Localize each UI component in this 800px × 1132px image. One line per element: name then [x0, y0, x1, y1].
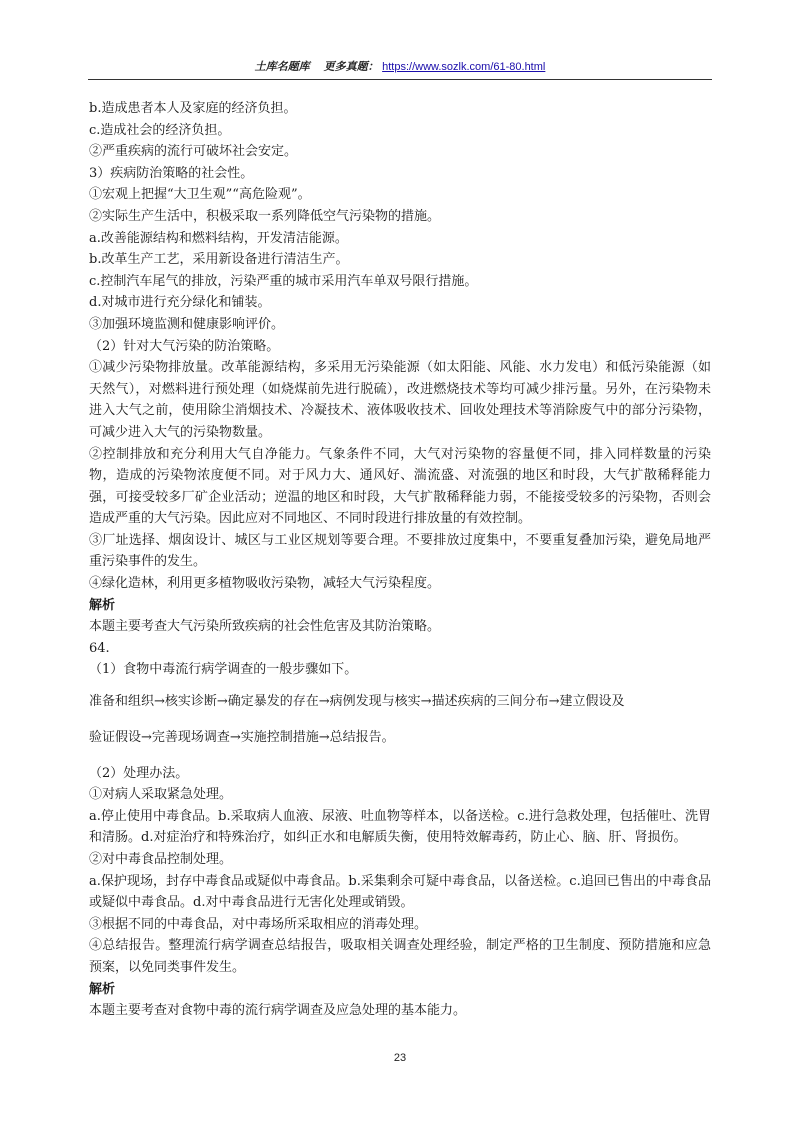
text-line: 3）疾病防治策略的社会性。 — [89, 165, 254, 181]
paragraph: a.保护现场，封存中毒食品或疑似中毒食品。b.采集剩余可疑中毒食品，以备送检。c.追回已售出的中毒食品或疑似中毒食品。d.对中毒食品进行无害化处理或销毁。 — [89, 873, 711, 911]
analysis-text: 本题主要考查对食物中毒的流行病学调查及应急处理的基本能力。 — [89, 1003, 467, 1019]
text-line: ②实际生产生活中，积极采取一系列降低空气污染物的措施。 — [89, 208, 441, 224]
analysis-text: 本题主要考查大气污染所致疾病的社会性危害及其防治策略。 — [89, 619, 441, 635]
text-line: （2）处理办法。 — [89, 765, 189, 781]
paragraph: ③厂址选择、烟囱设计、城区与工业区规划等要合理。不要排放过度集中，不要重复叠加污染，避免局地严重污染事件的发生。 — [89, 532, 711, 570]
page-number: 23 — [393, 1052, 407, 1064]
site-name: 土库名题库 — [254, 60, 310, 73]
text-line: ①对病人采取紧急处理。 — [89, 787, 233, 803]
text-line: c.造成社会的经济负担。 — [89, 122, 231, 138]
page-header — [0, 60, 800, 74]
text-line: c.控制汽车尾气的排放，污染严重的城市采用汽车单双号限行措施。 — [89, 273, 478, 289]
analysis-heading: 解析 — [89, 597, 116, 613]
text-line: b.改革生产工艺，采用新设备进行清洁生产。 — [89, 252, 349, 268]
more-questions-label: 更多真题： — [323, 60, 379, 73]
paragraph: ②控制排放和充分利用大气自净能力。气象条件不同，大气对污染物的容量便不同，排入同样数量的污染物，造成的污染物浓度便不同。对于风力大、通风好、湍流盛、对流强的地区和时段，大气扩散稀释能力强，可接受较多厂矿企业活动；逆温的地区和时段，大气扩散稀释能力弱，不能接受较多的污染物，否则会造成严重的大气污染。因此应对不同地区、不同时段进行排放量的有效控制。 — [89, 446, 711, 527]
document-body — [89, 98, 711, 1022]
header-divider — [88, 79, 712, 80]
question-number: 64. — [89, 640, 110, 656]
text-line: a.改善能源结构和燃料结构，开发清洁能源。 — [89, 230, 348, 246]
text-line: ③加强环境监测和健康影响评价。 — [89, 316, 285, 332]
analysis-heading: 解析 — [89, 981, 116, 997]
text-line: ②严重疾病的流行可破坏社会安定。 — [89, 144, 298, 160]
flow-steps-line-2: 验证假设→完善现场调查→实施控制措施→总结报告。 — [89, 730, 395, 746]
paragraph: ④总结报告。整理流行病学调查总结报告，吸取相关调查处理经验，制定严格的卫生制度、预防措施和应急预案，以免同类事件发生。 — [89, 938, 711, 975]
text-line: ②对中毒食品控制处理。 — [89, 852, 233, 867]
header-url-link[interactable]: https://www.sozlk.com/61-80.html — [382, 61, 546, 73]
text-line: ③根据不同的中毒食品，对中毒场所采取相应的消毒处理。 — [89, 916, 428, 932]
paragraph: a.停止使用中毒食品。b.采取病人血液、尿液、吐血物等样本，以备送检。c.进行急救处理，包括催吐、洗胃和清肠。d.对症治疗和特殊治疗，如纠正水和电解质失衡，使用特效解毒药，防止心、脑、肝、肾损伤。 — [89, 808, 711, 846]
flow-steps-line-1: 准备和组织→核实诊断→确定暴发的存在→病例发现与核实→描述疾病的三间分布→建立假设及 — [89, 694, 625, 710]
paragraph: ①减少污染物排放量。改革能源结构，多采用无污染能源（如太阳能、风能、水力发电）和低污染能源（如天然气），对燃料进行预处理（如烧煤前先进行脱硫），改进燃烧技术等均可减少排污量。另外，在污染物未进入大气之前，使用除尘消烟技术、冷凝技术、液体吸收技术、回收处理技术等消除废气中的部分污染物，可减少进入大气的污染物数量。 — [89, 360, 711, 440]
text-line: ④绿化造林，利用更多植物吸收污染物，减轻大气污染程度。 — [89, 576, 441, 592]
text-line: ①宏观上把握“大卫生观”“高危险观”。 — [89, 187, 311, 203]
text-line: （2）针对大气污染的防治策略。 — [89, 338, 280, 354]
text-line: d.对城市进行充分绿化和铺装。 — [89, 295, 271, 311]
text-line: b.造成患者本人及家庭的经济负担。 — [89, 101, 297, 116]
question-step-title: （1）食物中毒流行病学调查的一般步骤如下。 — [89, 662, 358, 678]
